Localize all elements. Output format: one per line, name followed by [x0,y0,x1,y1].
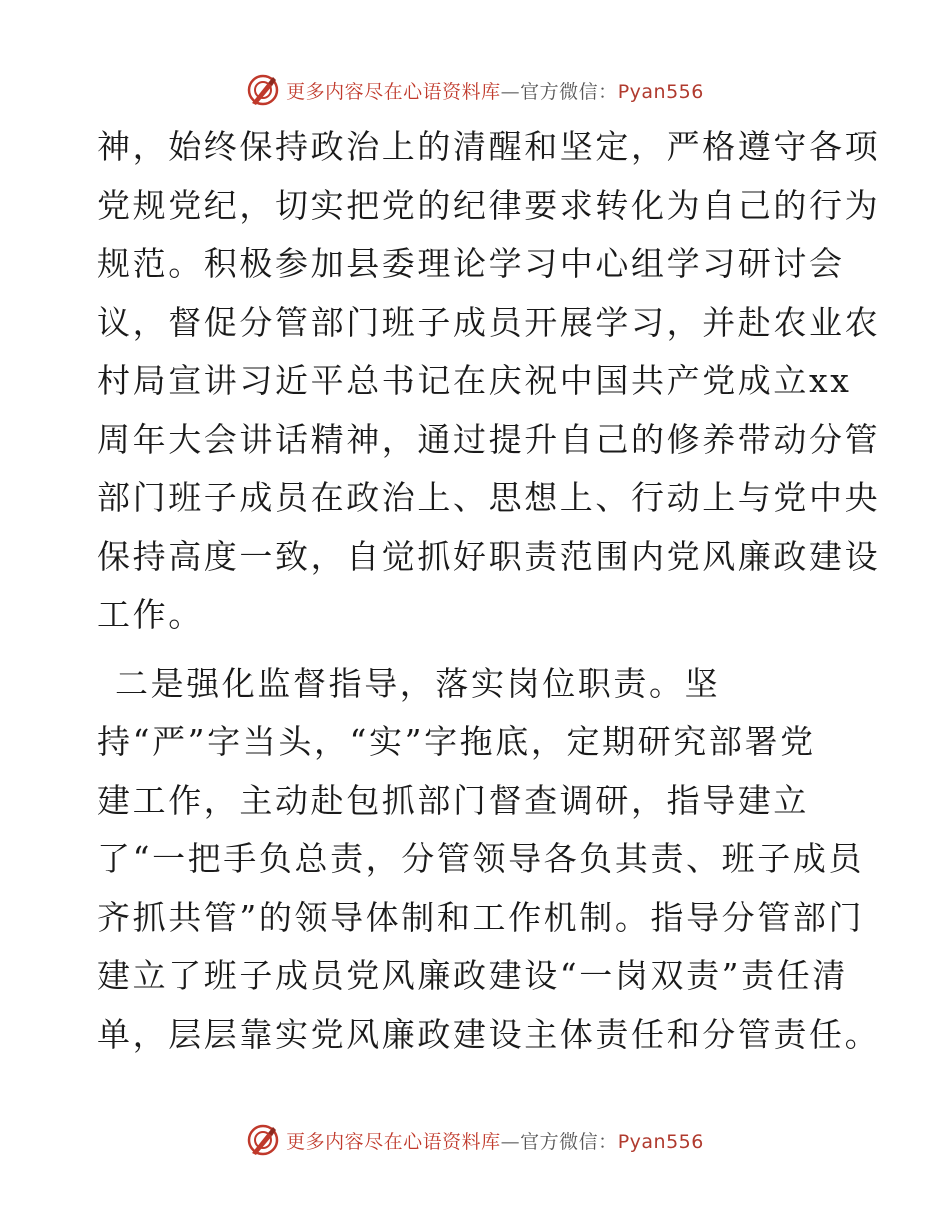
body-line: 部门班子成员在政治上、思想上、行动上与党中央 [97,478,881,517]
body-line: 持“严”字当头，“实”字拖底，定期研究部署党 [97,722,816,761]
banner-wechat-id: Pyan556 [617,80,704,103]
header-banner [0,70,950,110]
body-line: 神，始终保持政治上的清醒和坚定，严格遵守各项 [97,127,881,166]
section-heading-line: 二是强化监督指导，落实岗位职责。坚 [115,663,721,703]
body-line: 单，层层靠实党风廉政建设主体责任和分管责任。 [97,1014,881,1054]
logo-pen-circle-icon [246,73,280,107]
header-banner-text [286,77,704,104]
banner-site-text: 更多内容尽在心语资料库 [286,80,501,103]
body-line: 村局宣讲习近平总书记在庆祝中国共产党成立xx [97,361,852,400]
footer-banner [0,1120,950,1160]
logo-pen-circle-icon [246,1123,280,1157]
banner-wechat-label: 官方微信： [520,80,618,103]
body-line: 党规党纪，切实把党的纪律要求转化为自己的行为 [97,185,881,225]
body-line: 了“一把手负总责，分管领导各负其责、班子成员 [97,839,865,878]
body-line: 建工作，主动赴包抓部门督查调研，指导建立 [97,780,809,820]
banner-wechat-label: 官方微信： [520,1130,618,1153]
body-line: 保持高度一致，自觉抓好职责范围内党风廉政建设 [97,536,881,576]
banner-wechat-id: Pyan556 [617,1130,704,1153]
body-line: 规范。积极参加县委理论学习中心组学习研讨会 [97,244,845,283]
body-line: 建立了班子成员党风廉政建设“一岗双责”责任清 [97,956,848,995]
banner-site-text: 更多内容尽在心语资料库 [286,1130,501,1153]
footer-banner-text [286,1127,704,1154]
body-line: 工作。 [97,595,204,634]
document-body [97,118,881,1064]
body-line: 周年大会讲话精神，通过提升自己的修养带动分管 [97,419,881,459]
body-line: 齐抓共管”的领导体制和工作机制。指导分管部门 [97,897,865,937]
banner-dash: — [500,80,521,103]
body-line: 议，督促分管部门班子成员开展学习，并赴农业农 [97,302,881,342]
banner-dash: — [500,1130,521,1153]
